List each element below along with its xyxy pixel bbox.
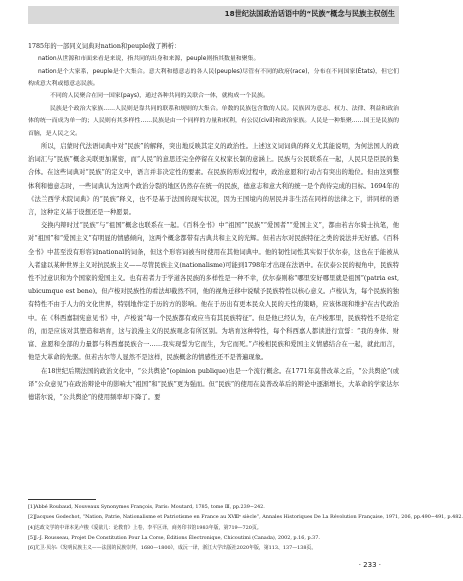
footnote: [5]J.-J. Rousseau, Projet De Constitution Pour La Corse, Éditions Électronique, Chicoutimi (Canada), 2002, p.16, p.37. xyxy=(28,534,320,541)
running-header-title: 18世纪法国政治话语中的“民族”概念与民族主权创生 xyxy=(224,9,395,18)
footnote: [6]尤卫·贝尔:《发明民族主义——法国的民族崇拜，1680—1800》，成沅一译，浙江大学出版社2020年版，第113、137—138页。 xyxy=(28,545,317,552)
footnote: [1]Abbé Roubaud, Nouveaux Synonymes François, Paris: Moutard, 1785, tome Ⅲ, pp.239−242. xyxy=(28,504,265,510)
intro-line: 1785年的一部同义词典对nation和peuple做了辨析： xyxy=(28,43,181,50)
quote-block: nation是个大家系，peuple是个大集合。意大利和德意志的各人民(peuples)尽管有不同的政府(race)，分布在不同国家(États)，但它们构成意大利或德意志民族。 xyxy=(28,68,399,88)
page-number: · 233 · xyxy=(358,561,381,569)
footnote: [2]Jacques Godechot, “Nation, Patrie, Nationalisme et Patriotisme en France au ⅩⅧᵉ siècle”, Annales Historiques De La Révolution Française, 1971, 206, pp.490−491, p.482. xyxy=(28,514,463,521)
footnote: [4]达政文学的中译本见卢梭《爱欲儿：论教育》上卷，李平区译，商务印书馆1983年版，第719—720页。 xyxy=(28,524,262,531)
footnote-divider xyxy=(28,499,96,500)
body-paragraph: 交换内辩时过“民族”与“祖国”概念也联系在一起。《百科全书》中“祖国”“民族”“爱国者”“爱国主义”，都由若古尔骑士执笔，他对“祖国”和“爱国主义”有明显的情感倾向，这两个概念都带有古典共和主义的光辉。但若古尔对民族特征之类的说法并无好感。《百科全书》中甚至没有形容词national的词条，但这个形容词被当时使用在其他词典中。他的韧性词性其实似于伏尔泰，这也在于能被从入者建以某种世界主义对抗民族主义——尽管民族主义(nationalisme)可能到1798年才出现在法语中。在伏泰公民的视角中，民族特性不过意识和为个国家的爱国主义。也有若者力于学道各民族的多样性是一种不幸，伏尔泰则称“哪里安好哪里就是祖国”(patria est, ubicumque est bene)。但卢梭对民族性的看法却截然不同，他的视角迁移中说赋予民族特性以核心意义。卢梭认为，每个民族的独有特性不由于人力的文化世界，特别地作定于历的方的影响。他在于历出有更本民众人民的天性的策略，应该体现和维护在古代政治中。在《科西嘉制宪意见书》中，卢梭说“每一个民族都有或应当有其民族特征”。但是他已经认为，在卢梭那里，民族特性不是给定的，而是应该对其塑造和培育，这与浪漫主义的民族观念有所区别。为培育这种特性，每个科西嘉人都读进行宣誓：“我的身体、财富、意愿和全部的力量都与科西嘉民族合一……我实现誓为它而生，为它而死。”卢梭相民族和爱国主义情感结合在一起，就此而言，他是大革命的先驱。但若古尔等人显然不是这样，民族概念的情感性还不是普遍现象。 xyxy=(28,222,399,362)
quote-block: 不同的人民聚合在同一国家(pays)，通过各种共同的关联合一体，就构成一个民族。 xyxy=(50,93,269,100)
quote-block: nation从世源和市面来看是来说，指共同的出身和来源，peuple则指其数量和聚集。 xyxy=(38,56,260,63)
body-paragraph: 所以，启蒙时代法语词典中对“民族”的解释，突出地反映其定义的政治性。上述这义词词典的释义尤其能说明，为何法国人的政治词汇与“民族”概念关联更加紧密，而“人民”的意思还完全停留在义权家长制的意涵上。民族与公民联系在一起，人民只是臣民的集合体。在这些词典对“民族”的定义中，语言并非决定性的要素。在民族的形成过程中，政治意愿和行动占有突出的地位。但由这到整体利和德意志时，一些词典认为这两个政治分裂的地区仍然存在统一的民族，德意志和意大利的统一是个尚待完成的目标。1694年的《法兰西学术院词典》的“民族”释义，也不是基于法国的现实状况，因为王国境内的居民并非生活在同样的法律之下，讲同样的语言，这种定义基于设想还是一种愿景。 xyxy=(28,143,399,217)
quote-block: 民族是个政治大家族……人民则是靠共同的联系和规则的大集合。单数的民族包含数的人民。民族因为意志、权力、法律、利益和政治体的统一而成为单一的；人民则有其多样性……民族是由一个同样的力量和权利，有公民(civil)和政治家族。人民是一种集聚……国王是民族的首脑，是人民之父。 xyxy=(28,105,399,137)
body-paragraph: 在18世纪后期法国的政治文化中，“公共舆论”(opinion publique)也是一个流行概念。在1771年莫普改革之后，“公共舆论”(或译“公众意见”)在政治辩论中的影响大“祖国”和“民族”更为强而。但“民族”的使用在莫普改革后的辩论中逐渐增长，大革命的学家达尔德诺尔说，“公共舆论”的使用频率却下降了。要 xyxy=(28,367,399,401)
footnotes xyxy=(28,502,463,553)
main-text xyxy=(28,40,399,404)
